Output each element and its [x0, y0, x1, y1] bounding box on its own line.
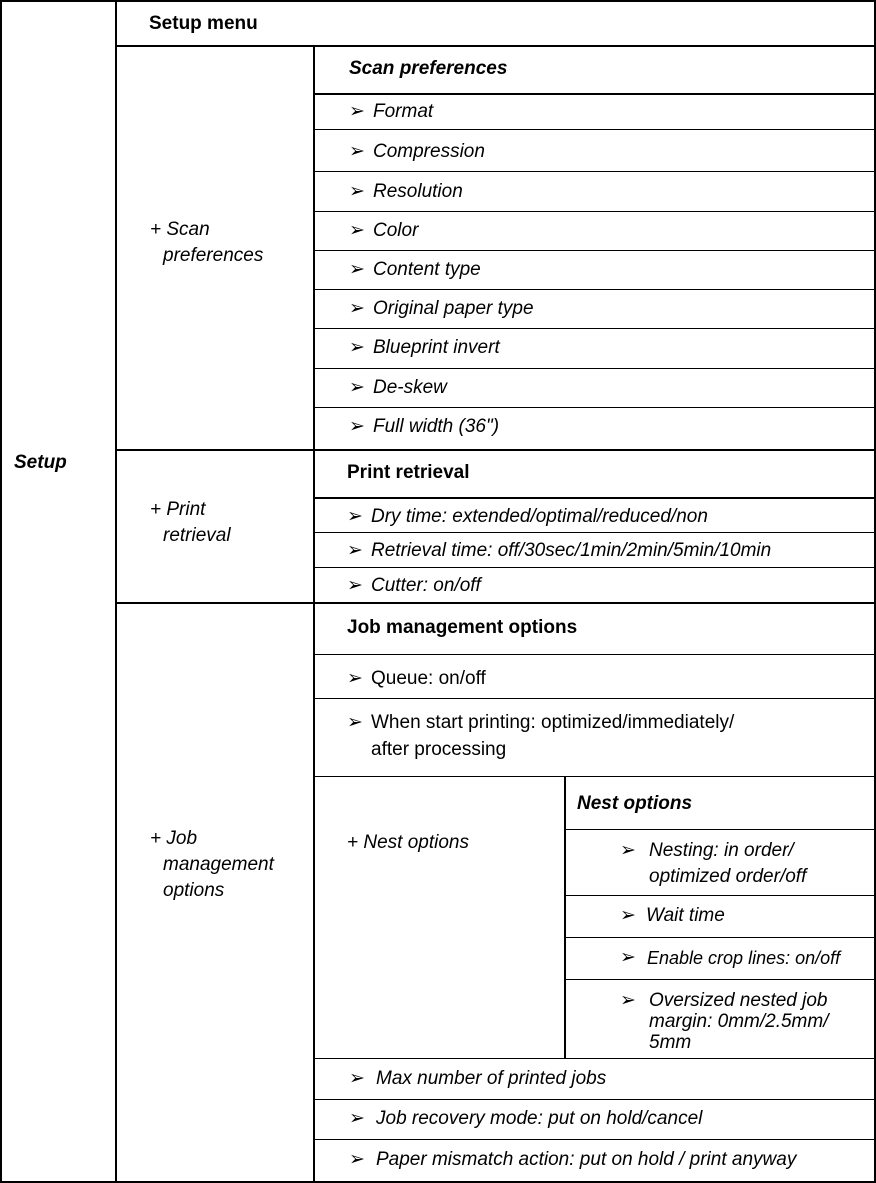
print-item: ➢ Cutter: on/off — [347, 573, 481, 599]
nest-item: ➢ Nesting: in order/ optimized order/off — [620, 840, 807, 887]
arrow-icon: ➢ — [349, 1068, 365, 1089]
row-divider — [313, 1058, 876, 1059]
row-divider — [313, 289, 876, 290]
row-divider — [313, 368, 876, 369]
row-divider — [564, 979, 876, 980]
arrow-icon: ➢ — [347, 575, 363, 596]
row-divider — [115, 602, 876, 604]
job-item: ➢ When start printing: optimized/immediately/ — [347, 710, 734, 736]
print-item: ➢ Retrieval time: off/30sec/1min/2min/5min/10min — [347, 538, 771, 564]
print-item: ➢ Dry time: extended/optimal/reduced/non — [347, 504, 708, 530]
scan-item: ➢ Full width (36") — [349, 414, 499, 440]
scan-side-label: + Scan preferences — [150, 219, 264, 266]
outer-border-top — [0, 0, 876, 2]
column-divider-2 — [313, 46, 315, 1183]
row-divider — [564, 829, 876, 830]
row-divider — [313, 654, 876, 655]
row-divider — [313, 698, 876, 699]
row-divider — [313, 532, 876, 533]
arrow-icon: ➢ — [620, 990, 636, 1011]
scan-item: ➢ Blueprint invert — [349, 335, 500, 361]
nest-options-header: Nest options — [577, 793, 693, 814]
nest-item: ➢ Wait time — [620, 903, 725, 929]
column-divider-3 — [564, 777, 566, 1058]
nest-options-label: + Nest options — [347, 832, 469, 853]
row-divider — [564, 895, 876, 896]
arrow-icon: ➢ — [349, 1108, 365, 1129]
job-item-continued: after processing — [371, 739, 507, 760]
scan-item: ➢ Compression — [349, 139, 485, 165]
row-divider — [313, 93, 876, 95]
print-side-label: + Print retrieval — [150, 499, 231, 546]
nest-item: ➢ Oversized nested job margin: 0mm/2.5mm/ 5mm — [620, 990, 829, 1053]
job-tail-item: ➢ Job recovery mode: put on hold/cancel — [349, 1106, 702, 1132]
scan-header: Scan preferences — [349, 58, 508, 79]
row-divider — [313, 129, 876, 130]
row-divider — [313, 250, 876, 251]
scan-item: ➢ De-skew — [349, 375, 447, 401]
outer-border-left — [0, 0, 2, 1183]
arrow-icon: ➢ — [347, 712, 363, 733]
arrow-icon: ➢ — [349, 416, 365, 437]
arrow-icon: ➢ — [347, 506, 363, 527]
row-divider — [115, 449, 876, 451]
arrow-icon: ➢ — [620, 905, 636, 926]
job-item: ➢ Queue: on/off — [347, 666, 486, 692]
job-header: Job management options — [347, 617, 578, 638]
arrow-icon: ➢ — [349, 181, 365, 202]
job-tail-item: ➢ Paper mismatch action: put on hold / print anyway — [349, 1147, 796, 1173]
nest-item: ➢ Enable crop lines: on/off — [620, 945, 840, 971]
arrow-icon: ➢ — [349, 220, 365, 241]
scan-item: ➢ Resolution — [349, 179, 463, 205]
job-side-label: + Job management options — [150, 828, 274, 901]
row-divider — [313, 211, 876, 212]
scan-item: ➢ Format — [349, 99, 433, 125]
arrow-icon: ➢ — [349, 1149, 365, 1170]
arrow-icon: ➢ — [349, 101, 365, 122]
arrow-icon: ➢ — [349, 337, 365, 358]
arrow-icon: ➢ — [349, 298, 365, 319]
row-divider — [564, 937, 876, 938]
scan-item: ➢ Content type — [349, 257, 481, 283]
row-divider — [313, 328, 876, 329]
row-divider — [313, 497, 876, 499]
print-header: Print retrieval — [347, 462, 470, 483]
row-divider — [313, 1139, 876, 1140]
row-divider — [115, 45, 876, 47]
row-divider — [313, 776, 876, 777]
arrow-icon: ➢ — [620, 947, 636, 968]
setup-label: Setup — [14, 452, 67, 473]
row-divider — [313, 407, 876, 408]
column-divider-1 — [115, 0, 117, 1183]
row-divider — [313, 171, 876, 172]
arrow-icon: ➢ — [347, 540, 363, 561]
menu-title: Setup menu — [149, 13, 258, 34]
job-tail-item: ➢ Max number of printed jobs — [349, 1066, 606, 1092]
scan-item: ➢ Color — [349, 218, 418, 244]
scan-item: ➢ Original paper type — [349, 296, 534, 322]
arrow-icon: ➢ — [349, 377, 365, 398]
row-divider — [313, 1099, 876, 1100]
arrow-icon: ➢ — [349, 259, 365, 280]
row-divider — [313, 567, 876, 568]
arrow-icon: ➢ — [620, 840, 636, 861]
arrow-icon: ➢ — [347, 668, 363, 689]
arrow-icon: ➢ — [349, 141, 365, 162]
